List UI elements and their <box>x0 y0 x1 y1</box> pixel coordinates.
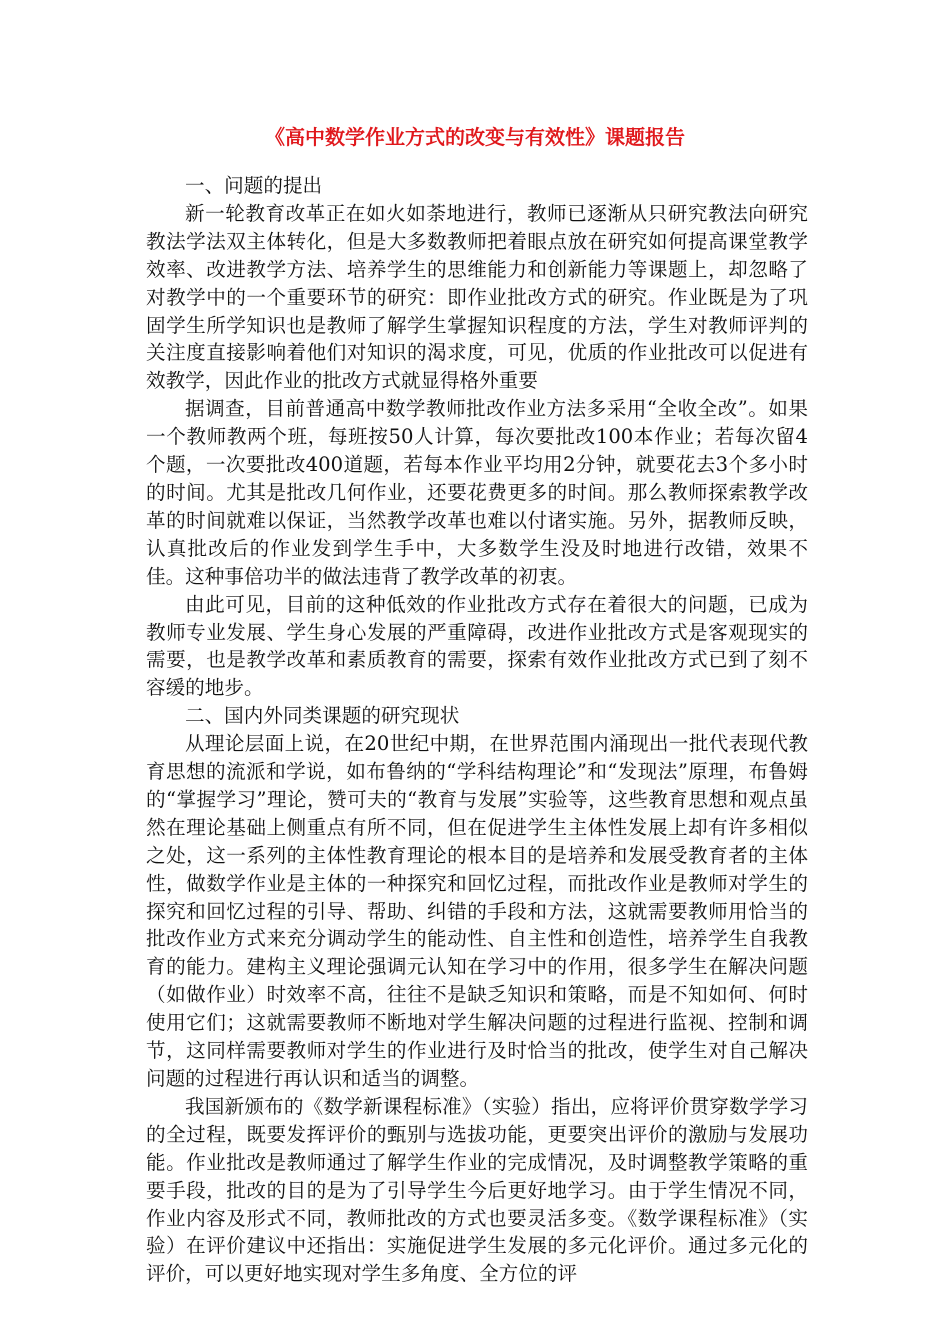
paragraph: 新一轮教育改革正在如火如荼地进行，教师已逐渐从只研究教法向研究教法学法双主体转化，但是大多数教师把着眼点放在研究如何提高课堂教学效率、改进教学方法、培养学生的思维能力和创新能力等课题上，却忽略了对教学中的一个重要环节的研究：即作业批改方式的研究。作业既是为了巩固学生所学知识也是教师了解学生掌握知识程度的方法，学生对教师评判的关注度直接影响着他们对知识的渴求度，可见，优质的作业批改可以促进有效教学，因此作业的批改方式就显得格外重要 <box>146 201 808 393</box>
section-heading-research-status: 二、国内外同类课题的研究现状 <box>185 704 460 728</box>
paragraph: 我国新颁布的《数学新课程标准》（实验）指出，应将评价贯穿数学学习的全过程，既要发挥评价的甄别与选拔功能，更要突出评价的激励与发展功能。作业批改是教师通过了解学生作业的完成情况，及时调整教学策略的重要手段，批改的目的是为了引导学生今后更好地学习。由于学生情况不同，作业内容及形式不同，教师批改的方式也要灵活多变。《数学课程标准》（实验）在评价建议中还指出：实施促进学生发展的多元化评价。通过多元化的评价，可以更好地实现对学生多角度、全方位的评 <box>146 1094 808 1286</box>
section-heading-problem: 一、问题的提出 <box>185 174 323 197</box>
paragraph: 从理论层面上说，在20世纪中期，在世界范围内涌现出一批代表现代教育思想的流派和学说，如布鲁纳的“学科结构理论”和“发现法”原理，布鲁姆的“掌握学习”理论，赞可夫的“教育与发展”实验等，这些教育思想和观点虽然在理论基础上侧重点有所不同，但在促进学生主体性发展上却有许多相似之处，这一系列的主体性教育理论的根本目的是培养和发展受教育者的主体性，做数学作业是主体的一种探究和回忆过程，而批改作业是教师对学生的探究和回忆过程的引导、帮助、纠错的手段和方法，这就需要教师用恰当的批改作业方式来充分调动学生的能动性、自主性和创造性，培养学生自我教育的能力。建构主义理论强调元认知在学习中的作用，很多学生在解决问题（如做作业）时效率不高，往往不是缺乏知识和策略，而是不知如何、何时使用它们；这就需要教师不断地对学生解决问题的过程进行监视、控制和调节，这同样需要教师对学生的作业进行及时恰当的批改，使学生对自己解决问题的过程进行再认识和适当的调整。 <box>146 732 808 1090</box>
paragraph: 由此可见，目前的这种低效的作业批改方式存在着很大的问题，已成为教师专业发展、学生身心发展的严重障碍，改进作业批改方式是客观现实的需要，也是教学改革和素质教育的需要，探索有效作业批改方式已到了刻不容缓的地步。 <box>146 592 808 700</box>
document-body <box>146 172 808 1288</box>
paragraph: 据调查，目前普通高中数学教师批改作业方法多采用“全收全改”。如果一个教师教两个班，每班按50人计算，每次要批改100本作业；若每次留4个题，一次要批改400道题，若每本作业平均用2分钟，就要花去3个多小时的时间。尤其是批改几何作业，还要花费更多的时间。那么教师探索教学改革的时间就难以保证，当然教学改革也难以付诸实施。另外，据教师反映，认真批改后的作业发到学生手中，大多数学生没及时地进行改错，效果不佳。这种事倍功半的做法违背了教学改革的初衷。 <box>146 397 808 588</box>
document-title: 《高中数学作业方式的改变与有效性》课题报告 <box>265 125 685 149</box>
